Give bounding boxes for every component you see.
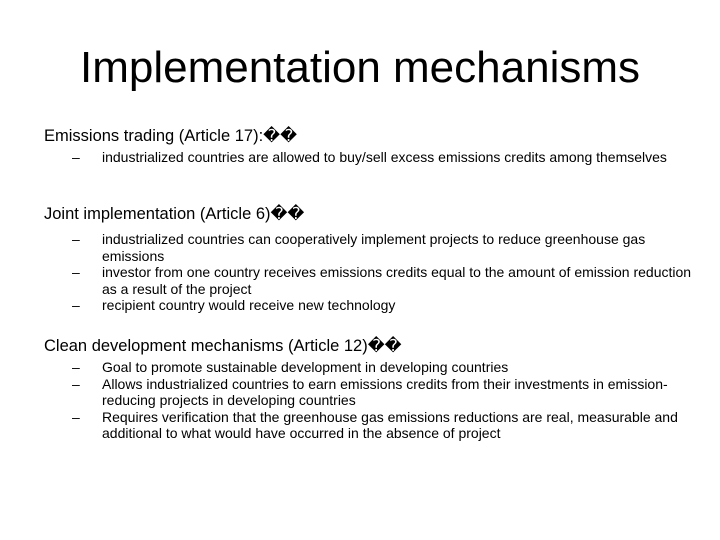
bullet-text: industrialized countries are allowed to buy/sell excess emissions credits among themselves [102,149,667,165]
slide-title: Implementation mechanisms [79,43,640,92]
dash-marker: – [72,231,80,247]
section-heading: Clean development mechanisms (Article 12)�� [44,337,402,355]
bullet-item [44,376,694,409]
bullet-text: recipient country would receive new technology [102,297,396,313]
section-emissions-trading [44,126,694,166]
section-heading: Joint implementation (Article 6)�� [44,205,305,223]
bullet-item [44,231,694,264]
bullet-text: investor from one country receives emissions credits equal to the amount of emission reduction as a result of the project [102,264,692,297]
bullet-item [44,149,694,166]
section-heading: Emissions trading (Article 17):�� [44,127,297,145]
dash-marker: – [72,408,80,425]
dash-marker: – [72,359,80,375]
bullet-item [44,297,694,314]
bullet-item [44,264,694,297]
bullet-list [44,149,694,166]
bullet-item [44,409,694,442]
bullet-list [44,231,694,314]
bullet-text: Requires verification that the greenhouse gas emissions reductions are real, measurable and additional to what would have occurred in the absence of project [102,408,678,441]
bullet-list [44,359,694,442]
bullet-item [44,359,694,376]
section-joint-implementation [44,204,694,314]
dash-marker: – [72,375,80,392]
bullet-text: industrialized countries can cooperatively implement projects to reduce greenhouse gas emissions [102,231,646,264]
bullet-text: Goal to promote sustainable development in developing countries [102,359,509,375]
section-clean-development [44,336,694,442]
dash-marker: – [72,149,80,165]
bullet-text: Allows industrialized countries to earn emissions credits from their investments in emission-reducing projects in developing countries [102,375,668,408]
dash-marker: – [72,297,80,313]
dash-marker: – [72,264,80,280]
